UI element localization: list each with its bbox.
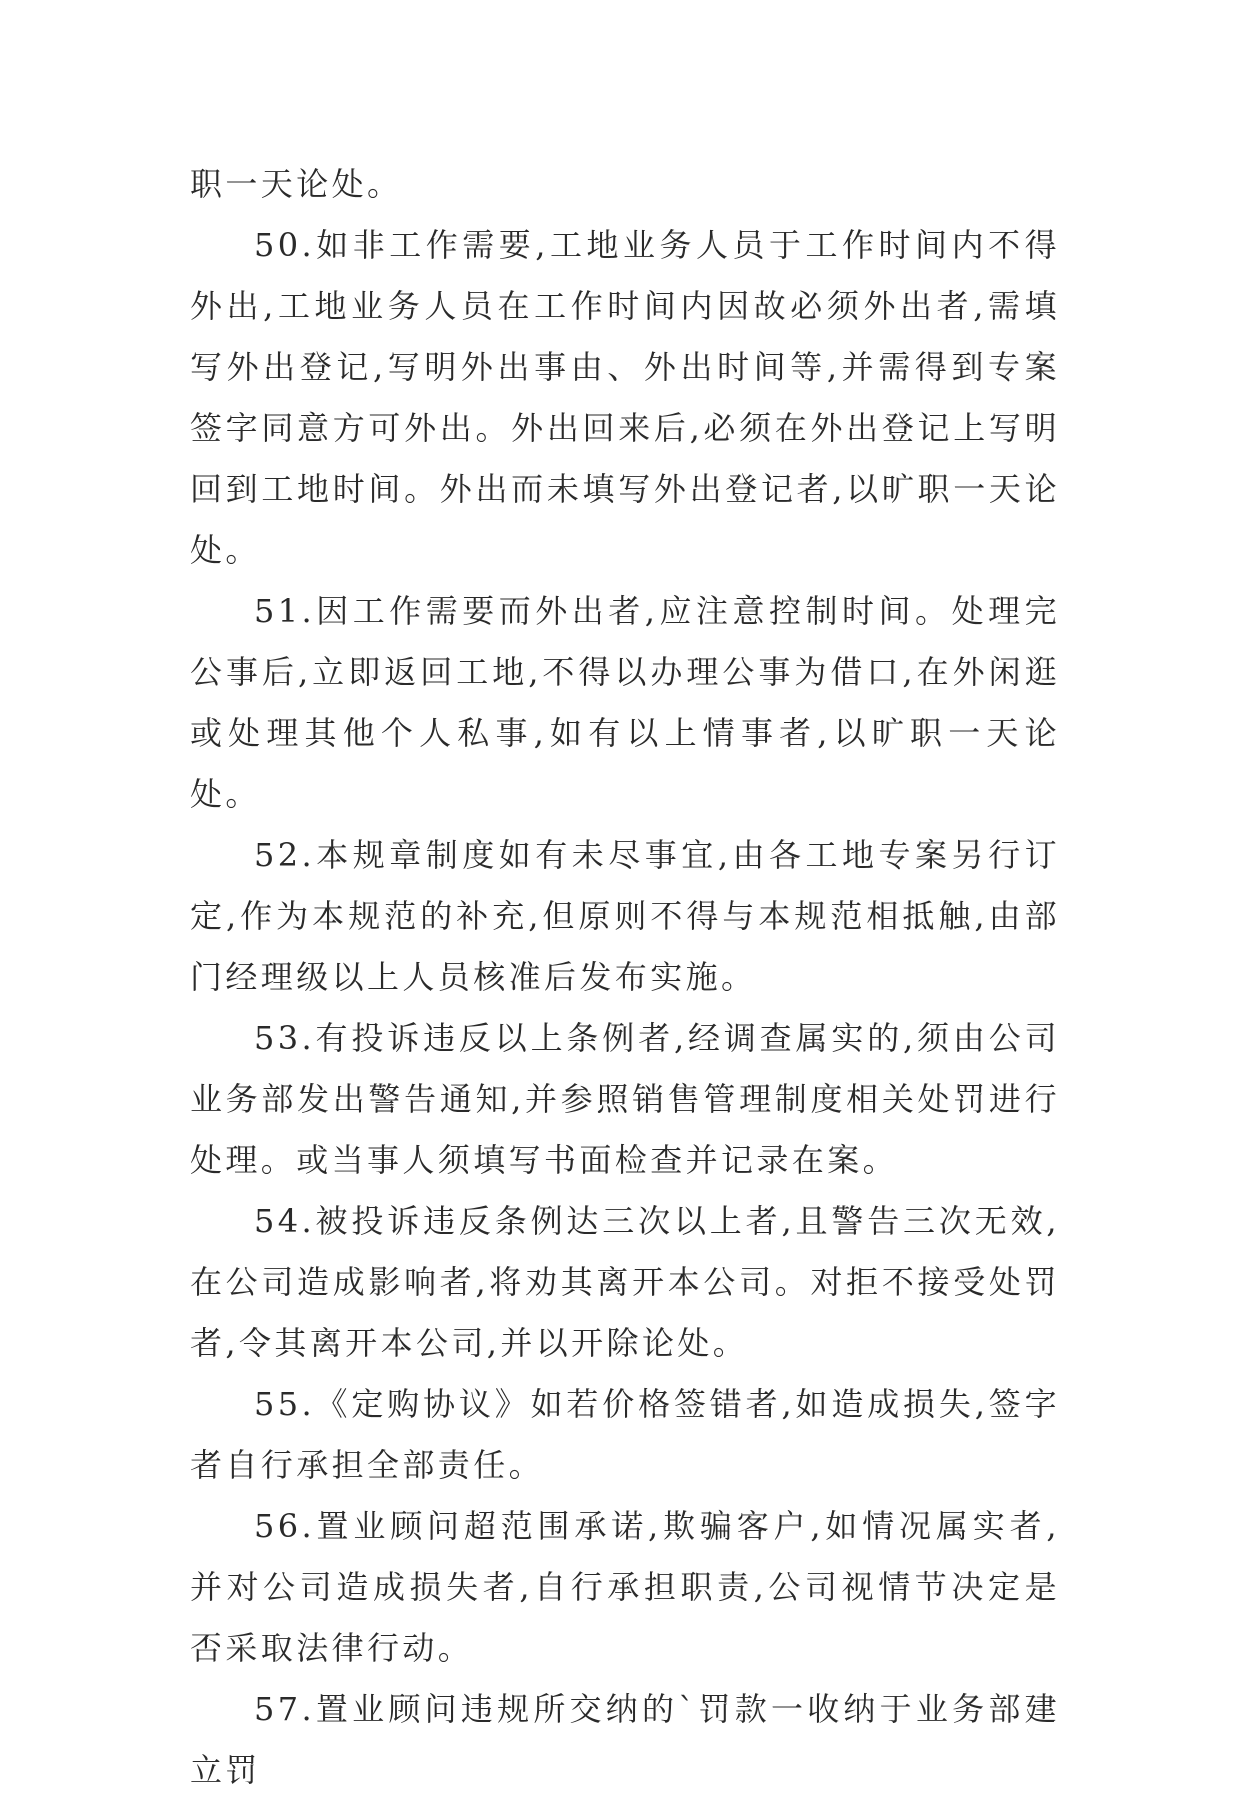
document-body [190,154,1060,1801]
paragraph-continuation: 职一天论处。 [190,165,403,203]
paragraph-item-56: 56.置业顾问超范围承诺,欺骗客户,如情况属实者,并对公司造成损失者,自行承担职责,公司视情节决定是否采取法律行动。 [190,1507,1060,1667]
paragraph-item-55: 55.《定购协议》如若价格签错者,如造成损失,签字者自行承担全部责任。 [190,1385,1060,1484]
paragraph-item-54: 54.被投诉违反条例达三次以上者,且警告三次无效,在公司造成影响者,将劝其离开本公司。对拒不接受处罚者,令其离开本公司,并以开除论处。 [190,1202,1060,1362]
paragraph-item-51: 51.因工作需要而外出者,应注意控制时间。处理完公事后,立即返回工地,不得以办理公事为借口,在外闲逛或处理其他个人私事,如有以上情事者,以旷职一天论处。 [190,592,1060,813]
paragraph-item-53: 53.有投诉违反以上条例者,经调查属实的,须由公司业务部发出警告通知,并参照销售管理制度相关处罚进行处理。或当事人须填写书面检查并记录在案。 [190,1019,1060,1179]
paragraph-item-52: 52.本规章制度如有未尽事宜,由各工地专案另行订定,作为本规范的补充,但原则不得与本规范相抵触,由部门经理级以上人员核准后发布实施。 [190,836,1060,996]
paragraph-item-57: 57.置业顾问违规所交纳的`罚款一收纳于业务部建立罚 [190,1690,1060,1789]
paragraph-item-50: 50.如非工作需要,工地业务人员于工作时间内不得外出,工地业务人员在工作时间内因故必须外出者,需填写外出登记,写明外出事由、外出时间等,并需得到专案签字同意方可外出。外出回来后,必须在外出登记上写明回到工地时间。外出而未填写外出登记者,以旷职一天论处。 [190,226,1060,569]
